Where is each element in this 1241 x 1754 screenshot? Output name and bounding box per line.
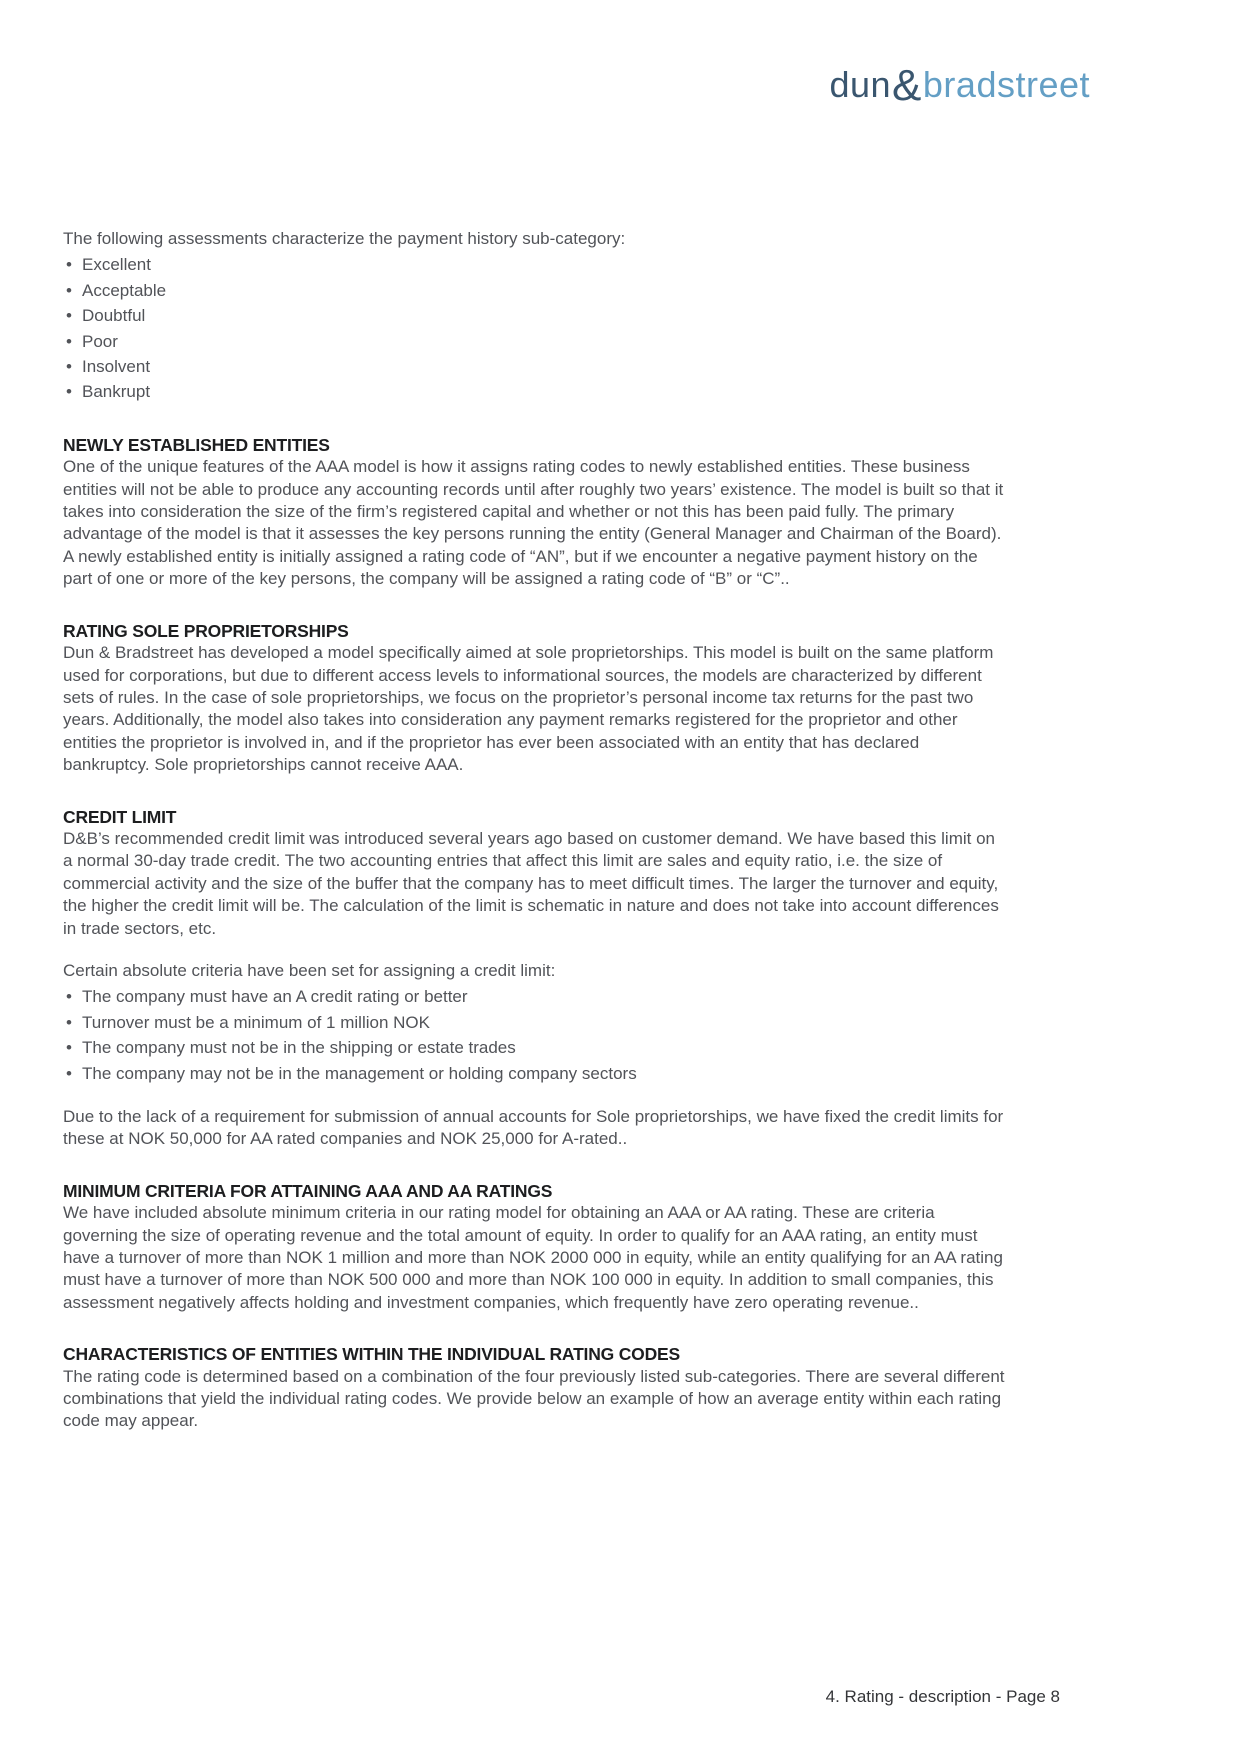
list-item: • Poor [63, 329, 1008, 354]
section-heading: NEWLY ESTABLISHED ENTITIES [63, 434, 330, 455]
section-heading: RATING SOLE PROPRIETORSHIPS [63, 620, 349, 641]
list-item: • The company must have an A credit rating or better [63, 984, 1008, 1009]
list-item: • Excellent [63, 252, 1008, 277]
credit-criteria-lead: Certain absolute criteria have been set for assigning a credit limit: [63, 960, 556, 980]
section-newly-established-entities [63, 434, 1008, 591]
section-body: The rating code is determined based on a combination of the four previously listed sub-categories. There are several different combinations that yield the individual rating codes. We provide below an example of how an average entity within each rating code may appear. [63, 1366, 1005, 1431]
payment-history-list [63, 252, 1008, 404]
intro-lead: The following assessments characterize the payment history sub-category: [63, 229, 626, 248]
list-item: • Bankrupt [63, 379, 1008, 404]
dun-bradstreet-logo [829, 61, 1090, 110]
section-heading: CHARACTERISTICS OF ENTITIES WITHIN THE INDIVIDUAL RATING CODES [63, 1344, 680, 1365]
list-item: • Acceptable [63, 278, 1008, 303]
list-item: • Doubtful [63, 303, 1008, 328]
section-body: D&B’s recommended credit limit was introduced several years ago based on customer demand. We have based this limit on a normal 30-day trade credit. The two accounting entries that affect this limit are sales and equity ratio, i.e. the size of commercial activity and the size of the buffer that the company has to meet difficult times. The larger the turnover and equity, the higher the credit limit will be. The calculation of the limit is schematic in nature and does not take into account differences in trade sectors, etc. [63, 828, 999, 938]
logo-ampersand-icon: & [892, 61, 922, 110]
section-body: Dun & Bradstreet has developed a model specifically aimed at sole proprietorships. This model is built on the same platform used for corporations, but due to different access levels to informational sources, the models are characterized by different sets of rules. In the case of sole proprietorships, we focus on the proprietor’s personal income tax returns for the past two years. Additionally, the model also takes into consideration any payment remarks registered for the proprietor and other entities the proprietor is involved in, and if the proprietor has ever been associated with an entity that has declared bankruptcy. Sole proprietorships cannot receive AAA. [63, 643, 994, 775]
section-characteristics [63, 1343, 1008, 1433]
list-item: • The company must not be in the shipping or estate trades [63, 1035, 1008, 1060]
list-item: • The company may not be in the management or holding company sectors [63, 1061, 1008, 1086]
list-item: • Insolvent [63, 354, 1008, 379]
credit-criteria-list [63, 984, 1008, 1086]
section-heading: MINIMUM CRITERIA FOR ATTAINING AAA AND AA RATINGS [63, 1180, 553, 1201]
page-footer: 4. Rating - description - Page 8 [825, 1687, 1060, 1706]
section-body: We have included absolute minimum criteria in our rating model for obtaining an AAA or AA rating. These are criteria governing the size of operating revenue and the total amount of equity. In order to qualify for an AAA rating, an entity must have a turnover of more than NOK 1 million and more than NOK 2000 000 in equity, while an entity qualifying for an AA rating must have a turnover of more than NOK 500 000 and more than NOK 100 000 in equity. In addition to small companies, this assessment negatively affects holding and investment companies, which frequently have zero operating revenue.. [63, 1203, 1003, 1312]
section-minimum-criteria [63, 1180, 1008, 1314]
logo-text-bradstreet: bradstreet [922, 64, 1090, 105]
document-content [63, 228, 1008, 1433]
section-heading: CREDIT LIMIT [63, 806, 177, 827]
credit-limit-closing: Due to the lack of a requirement for submission of annual accounts for Sole proprietorships, we have fixed the credit limits for these at NOK 50,000 for AA rated companies and NOK 25,000 for A-rated.. [63, 1107, 1004, 1149]
section-credit-limit [63, 806, 1008, 1151]
section-rating-sole-proprietorships [63, 620, 1008, 777]
logo-text-dun: dun [829, 64, 892, 105]
section-body: One of the unique features of the AAA model is how it assigns rating codes to newly established entities. These business entities will not be able to produce any accounting records until after roughly two years’ existence. The model is built so that it takes into consideration the size of the firm’s registered capital and whether or not this has been paid fully. The primary advantage of the model is that it assesses the key persons running the entity (General Manager and Chairman of the Board). A newly established entity is initially assigned a rating code of “AN”, but if we encounter a negative payment history on the part of one or more of the key persons, the company will be assigned a rating code of “B” or “C”.. [63, 457, 1004, 589]
list-item: • Turnover must be a minimum of 1 million NOK [63, 1010, 1008, 1035]
